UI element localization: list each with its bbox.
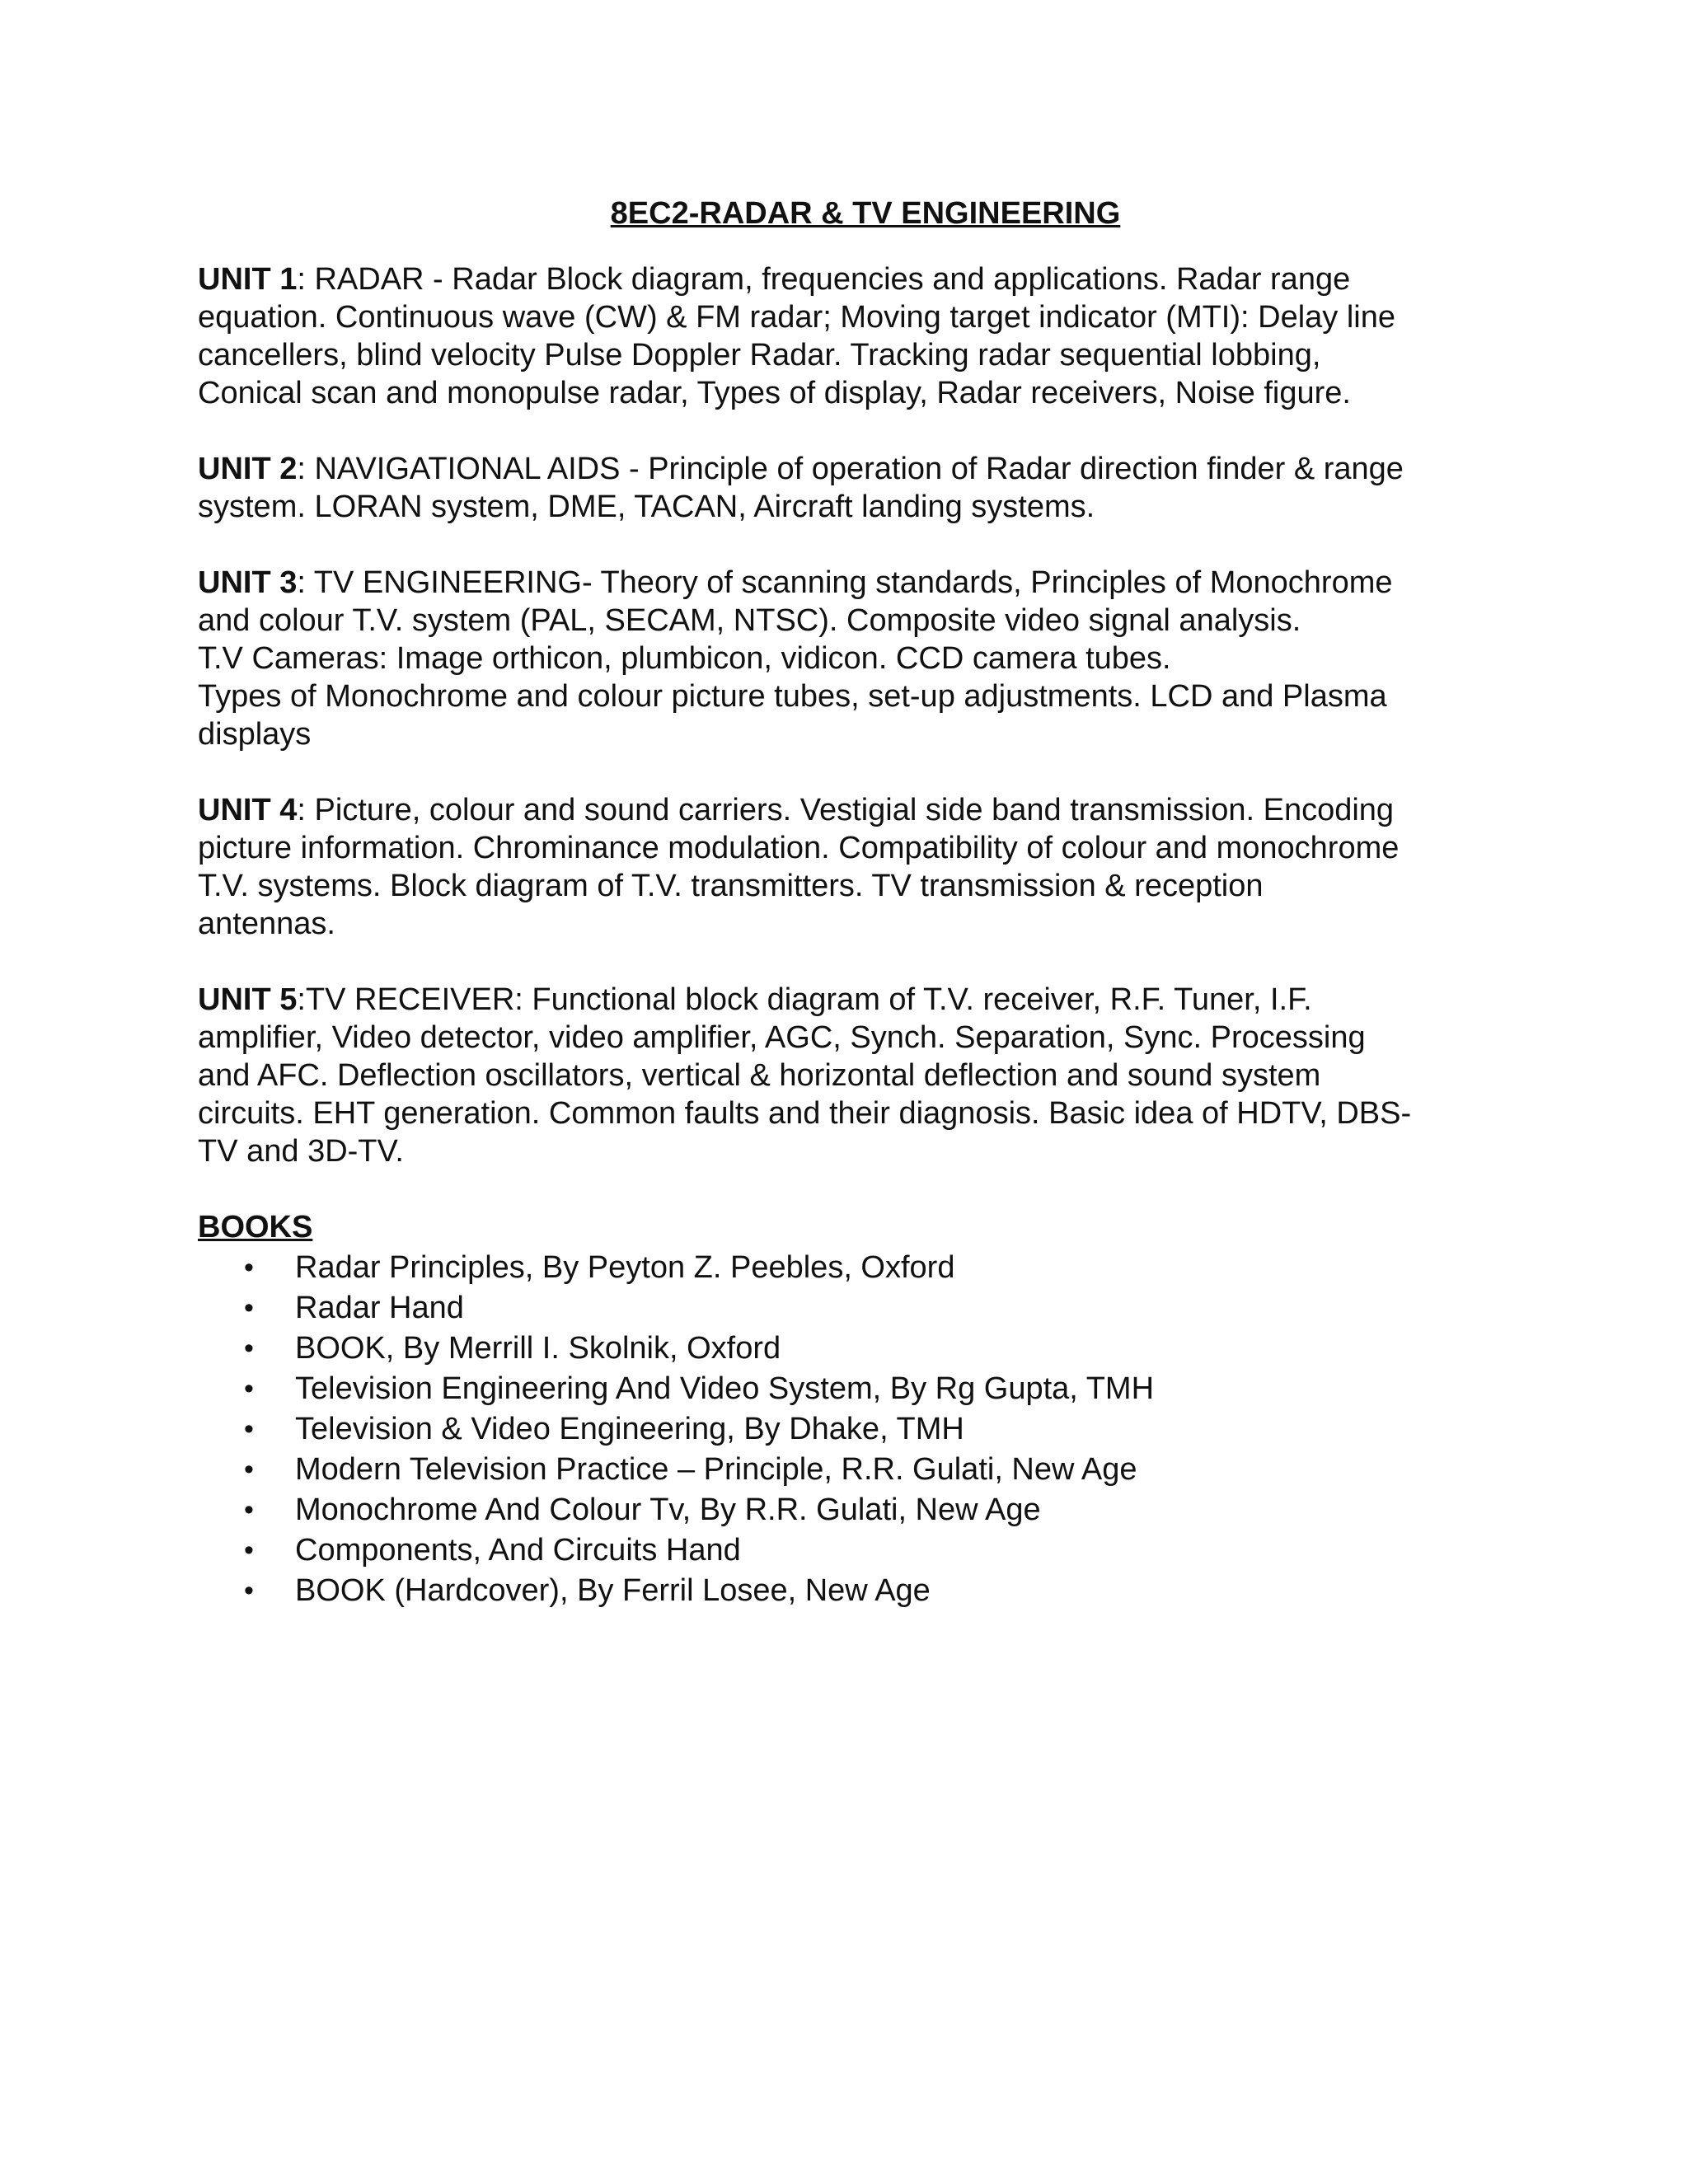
unit-3	[198, 564, 1500, 753]
book-item	[198, 1490, 1500, 1530]
books-list	[198, 1248, 1500, 1611]
unit-3-text-5: displays	[198, 717, 312, 752]
unit-1	[198, 260, 1500, 412]
unit-5-text-1: :TV RECEIVER: Functional block diagram of T.V. receiver, R.F. Tuner, I.F.	[297, 982, 1312, 1017]
bullet-icon: •	[244, 1292, 254, 1324]
unit-1-text-4: Conical scan and monopulse radar, Types of display, Radar receivers, Noise figure.	[198, 376, 1351, 410]
bullet-icon: •	[244, 1252, 254, 1283]
unit-4-text-3: T.V. systems. Block diagram of T.V. transmitters. TV transmission & reception	[198, 869, 1264, 903]
book-item	[198, 1329, 1500, 1369]
unit-1-text-3: cancellers, blind velocity Pulse Doppler Radar. Tracking radar sequential lobbing,	[198, 338, 1321, 373]
book-title: Radar Principles, By Peyton Z. Peebles, Oxford	[295, 1250, 955, 1285]
bullet-icon: •	[244, 1575, 254, 1606]
unit-4-line-1	[198, 791, 1500, 829]
book-title: Monochrome And Colour Tv, By R.R. Gulati, New Age	[295, 1493, 1041, 1527]
book-title: Components, And Circuits Hand	[295, 1533, 741, 1568]
unit-5	[198, 981, 1500, 1170]
book-item	[198, 1369, 1500, 1409]
unit-2	[198, 450, 1500, 526]
unit-4-label: UNIT 4	[198, 793, 298, 827]
unit-5-label: UNIT 5	[198, 982, 298, 1017]
unit-3-text-2: and colour T.V. system (PAL, SECAM, NTSC). Composite video signal analysis.	[198, 603, 1301, 638]
unit-3-label: UNIT 3	[198, 565, 298, 600]
unit-2-text-2: system. LORAN system, DME, TACAN, Aircraft landing systems.	[198, 490, 1095, 524]
bullet-icon: •	[244, 1535, 254, 1566]
book-item	[198, 1248, 1500, 1288]
book-title: Television & Video Engineering, By Dhake, TMH	[295, 1412, 964, 1446]
book-item	[198, 1571, 1500, 1611]
unit-5-text-2: amplifier, Video detector, video amplifier, AGC, Synch. Separation, Sync. Processing	[198, 1020, 1366, 1055]
bullet-icon: •	[244, 1494, 254, 1526]
unit-5-line-1	[198, 981, 1500, 1019]
unit-5-text-5: TV and 3D-TV.	[198, 1134, 404, 1169]
unit-2-label: UNIT 2	[198, 452, 298, 486]
unit-5-text-3: and AFC. Deflection oscillators, vertical & horizontal deflection and sound system	[198, 1058, 1321, 1093]
book-title: Modern Television Practice – Principle, R.R. Gulati, New Age	[295, 1452, 1137, 1487]
bullet-icon: •	[244, 1373, 254, 1404]
unit-1-line-1	[198, 260, 1500, 298]
unit-3-line-1	[198, 564, 1500, 602]
book-item	[198, 1450, 1500, 1490]
book-title: BOOK (Hardcover), By Ferril Losee, New Age	[295, 1573, 931, 1608]
unit-1-label: UNIT 1	[198, 262, 298, 297]
unit-1-text-1: : RADAR - Radar Block diagram, frequencies and applications. Radar range	[297, 262, 1351, 297]
book-title: Television Engineering And Video System, By Rg Gupta, TMH	[295, 1371, 1155, 1406]
unit-4-text-4: antennas.	[198, 907, 335, 941]
bullet-icon: •	[244, 1413, 254, 1445]
book-item	[198, 1288, 1500, 1329]
syllabus-page	[198, 194, 1500, 1611]
unit-4-text-2: picture information. Chrominance modulation. Compatibility of colour and monochrome	[198, 831, 1400, 865]
book-item	[198, 1409, 1500, 1450]
unit-1-text-2: equation. Continuous wave (CW) & FM radar; Moving target indicator (MTI): Delay line	[198, 300, 1395, 335]
unit-3-text-1: : TV ENGINEERING- Theory of scanning standards, Principles of Monochrome	[297, 565, 1393, 600]
bullet-icon: •	[244, 1333, 254, 1364]
books-heading: BOOKS	[198, 1210, 313, 1244]
bullet-icon: •	[244, 1454, 254, 1485]
unit-5-text-4: circuits. EHT generation. Common faults and their diagnosis. Basic idea of HDTV, DBS-	[198, 1096, 1412, 1131]
unit-3-text-4: Types of Monochrome and colour picture tubes, set-up adjustments. LCD and Plasma	[198, 679, 1387, 714]
page-title: 8EC2-RADAR & TV ENGINEERING	[610, 196, 1121, 231]
unit-4-text-1: : Picture, colour and sound carriers. Vestigial side band transmission. Encoding	[297, 793, 1395, 827]
unit-2-text-1: : NAVIGATIONAL AIDS - Principle of operation of Radar direction finder & range	[297, 452, 1404, 486]
unit-4	[198, 791, 1500, 943]
unit-3-text-3: T.V Cameras: Image orthicon, plumbicon, vidicon. CCD camera tubes.	[198, 641, 1171, 676]
book-title: Radar Hand	[295, 1291, 464, 1325]
book-item	[198, 1530, 1500, 1571]
book-title: BOOK, By Merrill I. Skolnik, Oxford	[295, 1331, 781, 1366]
unit-2-line-1	[198, 450, 1500, 488]
